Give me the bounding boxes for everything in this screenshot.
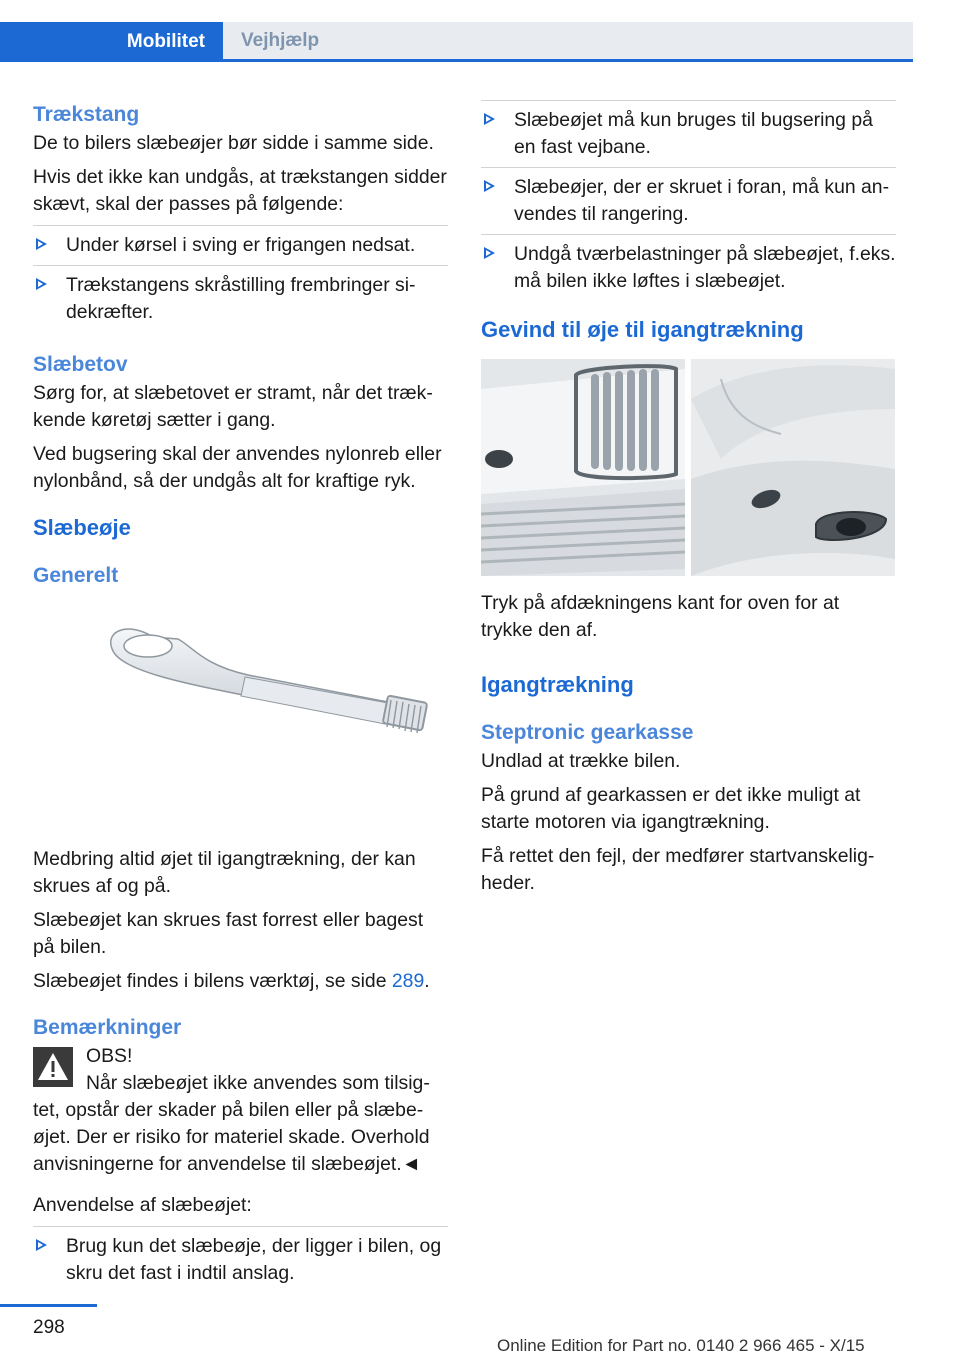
triangle-bullet-icon bbox=[484, 180, 495, 192]
heading-traekstang: Trækstang bbox=[33, 103, 140, 126]
list-item: Undgå tværbelastninger på slæbeøjet, f.eks. må bilen ikke løftes i slæbeøjet. bbox=[481, 235, 896, 301]
paragraph: Ved bugsering skal der anvendes nylonreb eller nylonbånd, så der undgås alt for kraftige ryk. bbox=[33, 443, 442, 492]
left-column bbox=[33, 100, 448, 1301]
heading-generelt: Generelt bbox=[33, 564, 119, 587]
bullet-list bbox=[481, 100, 896, 301]
paragraph-with-link: Slæbeøjet findes i bilens værktøj, se side 289. bbox=[33, 970, 430, 992]
tow-eye-illustration bbox=[33, 591, 448, 846]
heading-slaebetov: Slæbetov bbox=[33, 353, 128, 376]
heading-bemaerkninger: Bemærkninger bbox=[33, 1016, 182, 1039]
footer-edition-note: Online Edition for Part no. 0140 2 966 465 - X/15 bbox=[497, 1336, 865, 1355]
list-item: Slæbeøjet må kun bruges til bugsering på en fast vejbane. bbox=[481, 100, 896, 168]
car-front-cover-icon bbox=[481, 359, 895, 576]
triangle-bullet-icon bbox=[36, 238, 47, 250]
list-item: Brug kun det slæbeøje, der ligger i bilen, og skru det fast i indtil anslag. bbox=[33, 1226, 448, 1293]
page-link-289[interactable]: 289 bbox=[391, 970, 425, 992]
paragraph: På grund af gearkassen er det ikke muligt at starte motoren via igangtrækning. bbox=[481, 784, 861, 833]
warning-triangle-icon bbox=[33, 1047, 73, 1087]
paragraph: Tryk på afdækningens kant for oven for at trykke den af. bbox=[481, 592, 840, 641]
paragraph: Få rettet den fejl, der medfører startvanskeligheder. bbox=[481, 845, 875, 894]
triangle-bullet-icon bbox=[36, 278, 47, 290]
heading-igangtraekning: Igangtrækning bbox=[481, 672, 634, 697]
paragraph: Undlad at trække bilen. bbox=[481, 750, 681, 772]
paragraph: Medbring altid øjet til igangtrækning, der kan skrues af og på. bbox=[33, 848, 416, 897]
heading-gevind: Gevind til øje til igangtrækning bbox=[481, 317, 804, 342]
heading-slaeboje: Slæbeøje bbox=[33, 515, 131, 540]
heading-steptronic: Steptronic gearkasse bbox=[481, 721, 694, 744]
triangle-bullet-icon bbox=[484, 247, 495, 259]
bullet-list bbox=[33, 225, 448, 332]
triangle-bullet-icon bbox=[484, 113, 495, 125]
footer-rule bbox=[0, 1304, 97, 1307]
header-tabs bbox=[0, 22, 895, 62]
tow-eye-icon bbox=[33, 591, 448, 846]
right-column bbox=[481, 100, 896, 904]
tab-vejhjaelp[interactable]: Vejhjælp bbox=[223, 22, 913, 62]
paragraph: Slæbeøjet kan skrues fast forrest eller bagest på bilen. bbox=[33, 909, 424, 958]
warning-text: Når slæbeøjet ikke anvendes som tilsigtet, opstår der skader på bilen eller på slæbeøjet. Der er risiko for materiel skade. Overhold anvisningerne for anvendelse til slæbeøjet.◄ bbox=[33, 1072, 430, 1175]
warning-title: OBS! bbox=[86, 1045, 133, 1067]
paragraph: Anvendelse af slæbeøjet: bbox=[33, 1194, 252, 1216]
triangle-bullet-icon bbox=[36, 1239, 47, 1251]
car-front-illustration bbox=[481, 359, 896, 576]
list-item: Slæbeøjer, der er skruet i foran, må kun anvendes til rangering. bbox=[481, 168, 896, 235]
paragraph: Sørg for, at slæbetovet er stramt, når det trækkende køretøj sætter i gang. bbox=[33, 382, 433, 431]
bullet-list bbox=[33, 1226, 448, 1293]
page-number: 298 bbox=[33, 1317, 65, 1338]
list-item: Trækstangens skråstilling frembringer sidekræfter. bbox=[33, 266, 448, 332]
paragraph: Hvis det ikke kan undgås, at trækstangen sidder skævt, skal der passes på følgende: bbox=[33, 166, 447, 215]
tab-mobilitet[interactable]: Mobilitet bbox=[0, 22, 223, 62]
paragraph: De to bilers slæbeøjer bør sidde i samme side. bbox=[33, 132, 434, 154]
warning-block bbox=[33, 1043, 448, 1178]
list-item: Under kørsel i sving er frigangen nedsat. bbox=[33, 225, 448, 266]
